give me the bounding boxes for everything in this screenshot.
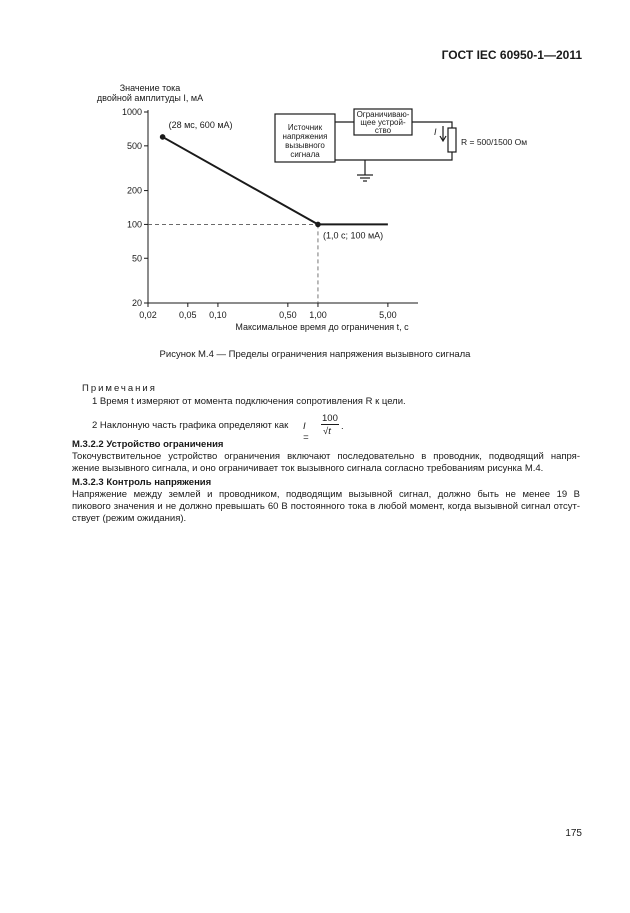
x-tick-label: 0,50	[279, 310, 297, 320]
note-1: 1 Время t измеряют от момента подключения сопротивления R к цели.	[92, 396, 406, 407]
data-point-label: (1,0 с; 100 мА)	[322, 230, 384, 241]
limiter-label-line3: ство	[374, 126, 392, 135]
x-tick-label: 0,02	[139, 310, 157, 320]
x-tick-label: 0,05	[179, 310, 197, 320]
formula-lhs: I =	[303, 421, 309, 443]
y-tick-label: 100	[126, 219, 142, 230]
source-label-line1: Источник	[287, 123, 323, 132]
limiter-label-line1: Ограничиваю-	[356, 110, 410, 119]
x-tick-label: 5,00	[379, 310, 397, 320]
figure-m4	[0, 0, 630, 345]
source-label-line2: напряжения	[282, 132, 328, 141]
source-label-line3: вызывного	[285, 141, 325, 150]
y-tick-label: 20	[131, 298, 142, 308]
paragraph-line: пикового значения и не должно превышать 60 В постоянного тока в любой момент, когда вызывной сигнал отсут-	[72, 501, 580, 512]
paragraph-line: Напряжение между землей и проводником, подводящим вызывной сигнал, должно быть не менее 19 В	[72, 489, 580, 500]
source-label-line4: сигнала	[290, 150, 320, 159]
paragraph-line: Токочувствительное устройство ограничения включают последовательно в проводник, подводящий напря-	[72, 451, 580, 462]
resistor-label: R = 500/1500 Ом	[461, 137, 528, 147]
y-tick-label: 50	[131, 253, 142, 264]
paragraph-line: жение вызывного сигнала, и оно ограничивает ток вызывного сигнала согласно требованиям рисунка М.4.	[72, 463, 544, 474]
data-point-label: (28 мс, 600 мА)	[168, 119, 233, 130]
section-heading-m323: М.3.2.3 Контроль напряжения	[72, 477, 212, 488]
y-axis-label-line2: двойной амплитуды I, мА	[96, 93, 204, 103]
y-tick-label: 500	[126, 140, 142, 151]
formula-numerator: 100	[322, 413, 338, 424]
standard-header: ГОСТ IEC 60950-1—2011	[441, 48, 582, 62]
notes-title: Примечания	[82, 383, 157, 394]
wire-limiter-resistor	[412, 122, 452, 128]
wire-return	[335, 152, 452, 160]
resistor	[448, 128, 456, 152]
formula-denominator: √t	[323, 426, 331, 437]
y-tick-label: 200	[126, 185, 142, 196]
y-axis-label-line1: Значение тока	[119, 83, 181, 93]
x-tick-label: 1,00	[309, 310, 327, 320]
section-text-m323	[72, 489, 580, 525]
data-point	[315, 222, 321, 228]
data-point	[160, 134, 166, 140]
figure-caption: Рисунок М.4 — Пределы ограничения напряжения вызывного сигнала	[159, 349, 471, 360]
y-tick-label: 1000	[121, 107, 142, 117]
current-label: I	[434, 127, 437, 137]
page-number: 175	[565, 828, 582, 839]
section-text-m322	[72, 451, 580, 475]
note-2: 2 Наклонную часть графика определяют как	[92, 420, 289, 431]
x-tick-label: 0,10	[209, 310, 227, 320]
limit-chart	[122, 107, 418, 320]
paragraph-line: ствует (режим ожидания).	[72, 513, 187, 524]
section-heading-m322: М.3.2.2 Устройство ограничения	[72, 439, 224, 450]
limiter-label-line2: щее устрой-	[360, 118, 406, 127]
x-axis-label: Максимальное время до ограничения t, с	[235, 322, 409, 332]
formula-period: .	[341, 421, 344, 432]
